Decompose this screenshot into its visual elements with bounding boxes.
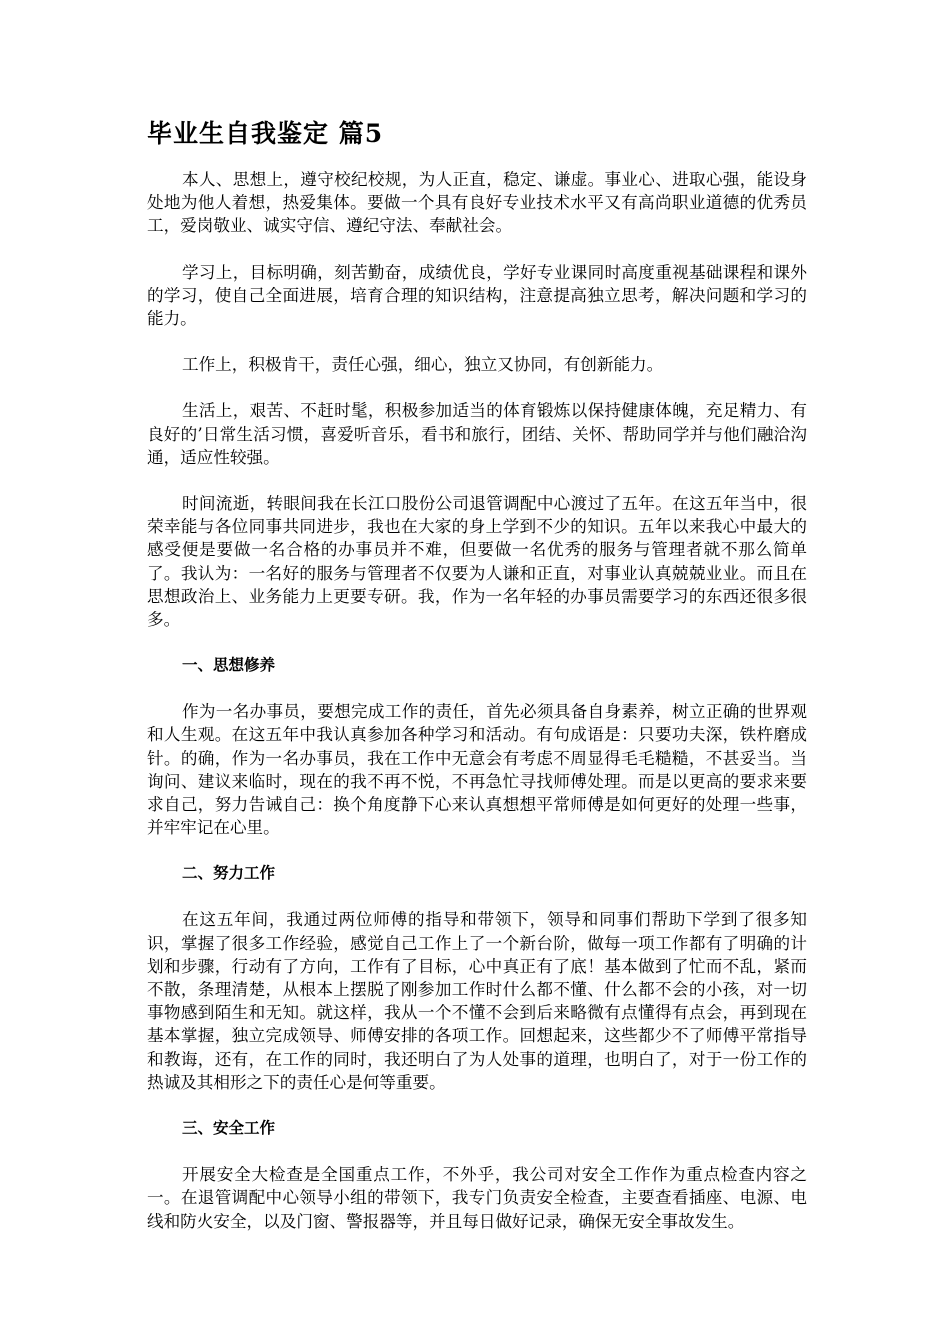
paragraph-safety: 开展安全大检查是全国重点工作，不外乎，我公司对安全工作作为重点检查内容之一。在退管调配中心领导小组的带领下，我专门负责安全检查，主要查看插座、电源、电线和防火安全，以及门窗、警报器等，并且每日做好记录，确保无安全事故发生。 — [147, 1165, 807, 1231]
paragraph-work: 工作上，积极肯干，责任心强，细心，独立又协同，有创新能力。 — [182, 355, 664, 375]
paragraph-five-years: 时间流逝，转眼间我在长江口股份公司退管调配中心渡过了五年。在这五年当中，很荣幸能与各位同事共同进步，我也在大家的身上学到不少的知识。五年以来我心中最大的感受便是要做一名合格的办事员并不难，但要做一名优秀的服务与管理者就不那么简单了。我认为：一名好的服务与管理者不仅要为人谦和正直，对事业认真兢兢业业。而且在思想政治上、业务能力上更要专研。我，作为一名年轻的办事员需要学习的东西还很多很多。 — [147, 494, 807, 630]
section-heading-safety: 三、安全工作 — [182, 1119, 276, 1138]
document-body — [147, 118, 807, 1256]
document-title: 毕业生自我鉴定 篇5 — [147, 119, 384, 148]
paragraph-hard-work: 在这五年间，我通过两位师傅的指导和带领下，领导和同事们帮助下学到了很多知识，掌握了很多工作经验，感觉自己工作上了一个新台阶，做每一项工作都有了明确的计划和步骤，行动有了方向，工作有了目标，心中真正有了底！基本做到了忙而不乱，紧而不散，条理清楚，从根本上摆脱了刚参加工作时什么都不懂、什么都不会的小孩，对一切事物感到陌生和无知。就这样，我从一个不懂不会到后来略微有点懂得有点会，再到现在基本掌握，独立完成领导、师傅安排的各项工作。回想起来，这些都少不了师傅平常指导和教诲，还有，在工作的同时，我还明白了为人处事的道理，也明白了，对于一份工作的热诚及其相形之下的责任心是何等重要。 — [147, 910, 807, 1092]
paragraph-life: 生活上，艰苦、不赶时髦，积极参加适当的体育锻炼以保持健康体魄，充足精力、有良好的’日常生活习惯，喜爱听音乐，看书和旅行，团结、关怀、帮助同学并与他们融洽沟通，适应性较强。 — [147, 401, 807, 467]
section-heading-hard-work: 二、努力工作 — [182, 864, 276, 883]
paragraph-ideology: 本人、思想上，遵守校纪校规，为人正直，稳定、谦虚。事业心、进取心强，能设身处地为他人着想，热爱集体。要做一个具有良好专业技术水平又有高尚职业道德的优秀员工，爱岗敬业、诚实守信、遵纪守法、奉献社会。 — [147, 170, 807, 236]
paragraph-self-cultivation: 作为一名办事员，要想完成工作的责任，首先必须具备自身素养，树立正确的世界观和人生观。在这五年中我认真参加各种学习和活动。有句成语是：只要功夫深，铁杵磨成针。的确，作为一名办事员，我在工作中无意会有考虑不周显得毛毛糙糙，不甚妥当。当询问、建议来临时，现在的我不再不悦，不再急忙寻找师傅处理。而是以更高的要求来要求自己，努力告诫自己：换个角度静下心来认真想想平常师傅是如何更好的处理一些事，并牢牢记在心里。 — [147, 702, 807, 838]
section-heading-ideology: 一、思想修养 — [182, 656, 276, 675]
paragraph-study: 学习上，目标明确，刻苦勤奋，成绩优良，学好专业课同时高度重视基础课程和课外的学习，使自己全面进展，培育合理的知识结构，注意提高独立思考，解决问题和学习的能力。 — [147, 262, 807, 329]
